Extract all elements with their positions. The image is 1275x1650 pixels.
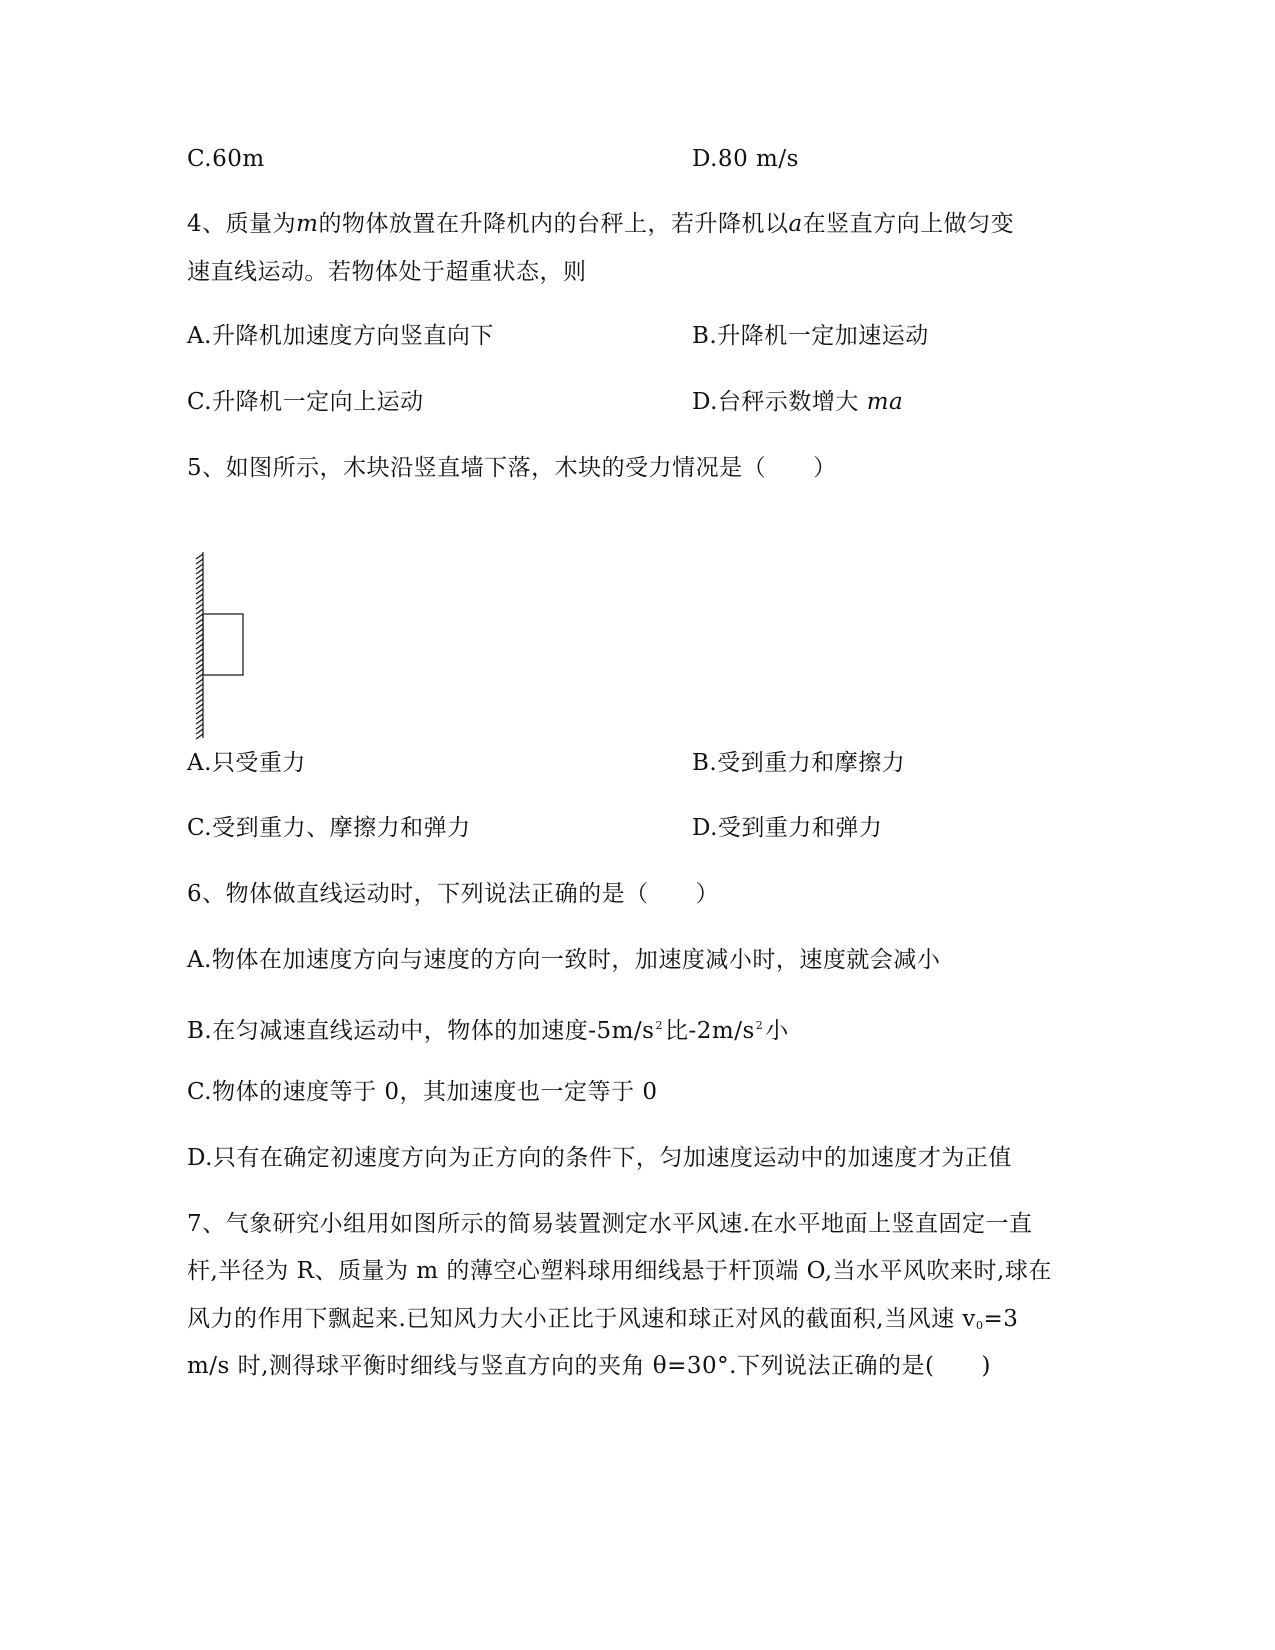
hatch-mark <box>196 694 203 699</box>
hatch-mark <box>196 604 203 609</box>
hatch-mark <box>196 644 203 649</box>
hatch-mark <box>196 659 203 664</box>
hatch-marks <box>196 554 203 739</box>
hatch-mark <box>196 629 203 634</box>
hatch-mark <box>196 704 203 709</box>
hatch-mark <box>196 664 203 669</box>
q5-option-b: B.受到重力和摩擦力 <box>692 750 906 776</box>
q4-option-d <box>692 386 903 418</box>
q4-stem-text-a: 4、质量为 <box>187 211 297 237</box>
q3-option-d: D.80 m/s <box>692 146 799 172</box>
hatch-mark <box>196 689 203 694</box>
hatch-mark <box>196 559 203 564</box>
hatch-mark <box>196 569 203 574</box>
q5-stem: 5、如图所示，木块沿竖直墙下落，木块的受力情况是（ ） <box>187 455 837 481</box>
q4-stem-text-c: 在竖直方向上做匀变 <box>802 211 1015 237</box>
q7-line3 <box>187 1303 1018 1342</box>
hatch-mark <box>196 589 203 594</box>
q7-line4: m/s 时,测得球平衡时细线与竖直方向的夹角 θ=30°.下列说法正确的是( ) <box>187 1353 991 1379</box>
hatch-mark <box>196 579 203 584</box>
hatch-mark <box>196 679 203 684</box>
q4-stem-line1 <box>187 208 1014 240</box>
hatch-mark <box>196 574 203 579</box>
q6-option-d: D.只有在确定初速度方向为正方向的条件下，匀加速度运动中的加速度才为正值 <box>187 1145 1012 1171</box>
q6-option-a: A.物体在加速度方向与速度的方向一致时，加速度减小时，速度就会减小 <box>187 947 941 973</box>
hatch-mark <box>196 684 203 689</box>
q7-line3-sub: 0 <box>975 1319 984 1332</box>
hatch-mark <box>196 654 203 659</box>
hatch-mark <box>196 699 203 704</box>
q3-option-c: C.60m <box>187 146 265 172</box>
hatch-mark <box>196 669 203 674</box>
q6-option-b-text-b: 比-2m/s <box>664 1018 755 1044</box>
hatch-mark <box>196 714 203 719</box>
hatch-mark <box>196 584 203 589</box>
hatch-mark <box>196 594 203 599</box>
hatch-mark <box>196 719 203 724</box>
hatch-mark <box>196 624 203 629</box>
q4-var-m: m <box>296 211 319 237</box>
hatch-mark <box>196 609 203 614</box>
q7-line3-text-b: =3 <box>983 1306 1019 1332</box>
hatch-mark <box>196 599 203 604</box>
q6-option-b-text-a: B.在匀减速直线运动中，物体的加速度-5m/s <box>187 1018 655 1044</box>
hatch-mark <box>196 734 203 739</box>
q5-option-d: D.受到重力和弹力 <box>692 815 883 841</box>
q5-option-a: A.只受重力 <box>187 750 306 776</box>
q4-stem-line2: 速直线运动。若物体处于超重状态，则 <box>187 259 587 285</box>
wall-hatching <box>196 552 203 739</box>
q4-option-c: C.升降机一定向上运动 <box>187 389 424 415</box>
hatch-mark <box>196 619 203 624</box>
hatch-mark <box>196 709 203 714</box>
wood-block <box>203 614 243 675</box>
q6-option-b-sup2: 2 <box>755 1019 764 1032</box>
q4-option-d-var: ma <box>866 389 904 415</box>
hatch-mark <box>196 724 203 729</box>
q6-option-b-sup1: 2 <box>655 1019 663 1032</box>
q7-line1: 7、气象研究小组用如图所示的简易装置测定水平风速.在水平地面上竖直固定一直 <box>187 1211 1033 1237</box>
q5-option-c: C.受到重力、摩擦力和弹力 <box>187 815 471 841</box>
hatch-mark <box>196 554 203 559</box>
hatch-mark <box>196 614 203 619</box>
hatch-mark <box>196 634 203 639</box>
q4-option-b: B.升降机一定加速运动 <box>692 323 929 349</box>
q7-line2: 杆,半径为 R、质量为 m 的薄空心塑料球用细线悬于杆顶端 O,当水平风吹来时,球在 <box>187 1258 1052 1284</box>
q7-line3-text-a: 风力的作用下飘起来.已知风力大小正比于风速和球正对风的截面积,当风速 v <box>187 1306 976 1332</box>
q6-option-b-text-c: 小 <box>765 1018 789 1044</box>
q4-stem-text-b: 的物体放置在升降机内的台秤上，若升降机以 <box>318 211 789 237</box>
q5-wall-block-figure <box>195 552 255 742</box>
q4-option-a: A.升降机加速度方向竖直向下 <box>187 323 494 349</box>
hatch-mark <box>196 729 203 734</box>
q4-var-a: a <box>788 211 803 237</box>
hatch-mark <box>196 639 203 644</box>
hatch-mark <box>196 649 203 654</box>
hatch-mark <box>196 674 203 679</box>
hatch-mark <box>196 564 203 569</box>
q4-option-d-text: D.台秤示数增大 <box>692 389 859 415</box>
q6-option-c: C.物体的速度等于 0，其加速度也一定等于 0 <box>187 1079 658 1105</box>
q6-option-b <box>187 1010 789 1047</box>
q6-stem: 6、物体做直线运动时，下列说法正确的是（ ） <box>187 881 720 907</box>
